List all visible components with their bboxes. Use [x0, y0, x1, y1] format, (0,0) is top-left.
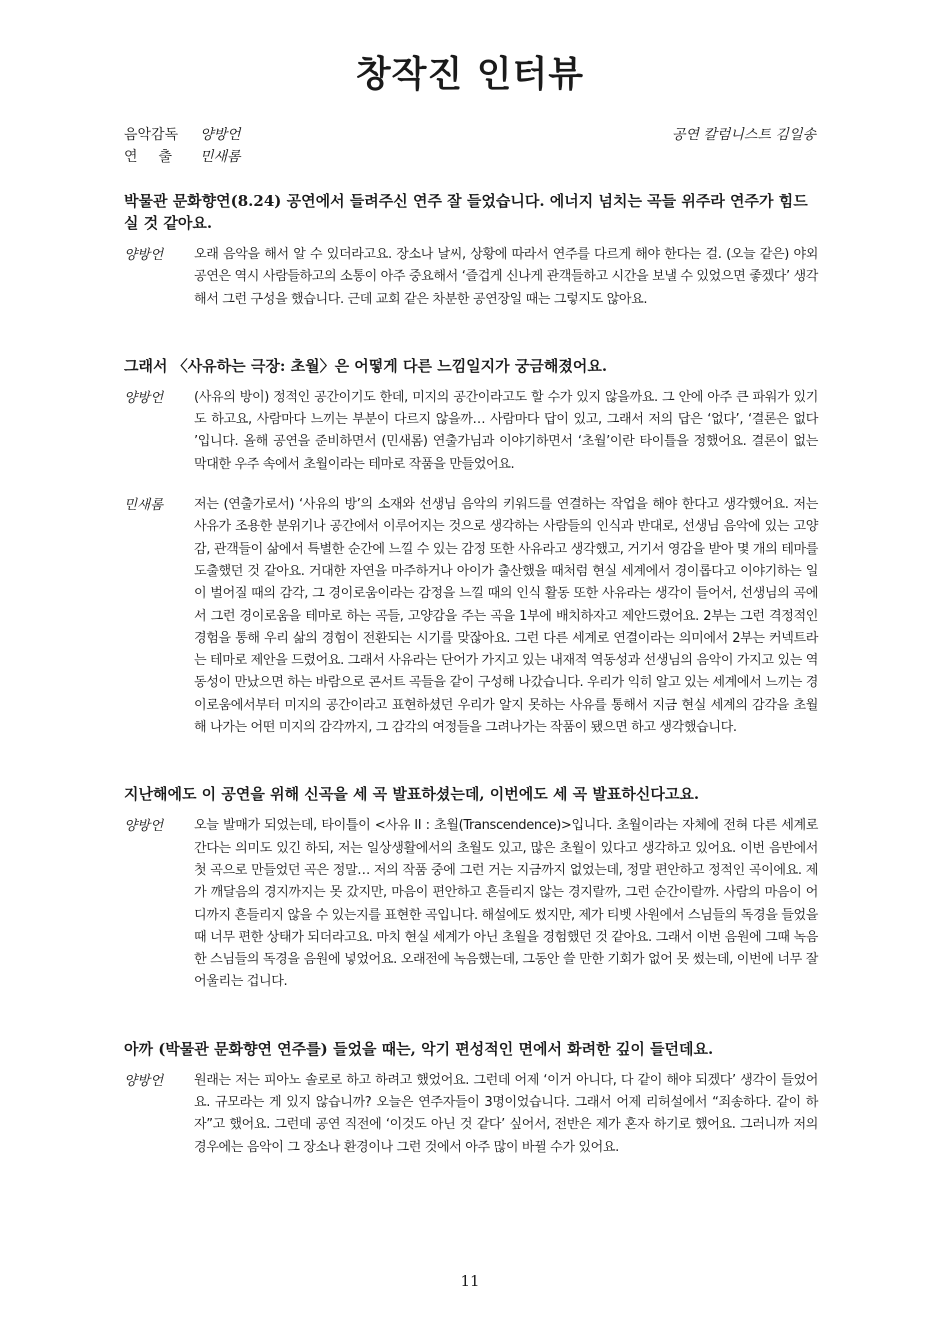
page-number: 11: [460, 1272, 480, 1290]
speaker-name: 양방언: [124, 247, 164, 263]
answer-text: 오래 음악을 해서 알 수 있더라고요. 장소나 날씨, 상황에 따라서 연주를 다르게 해야 한다는 걸. (오늘 같은) 야외 공연은 역시 사람들하고의 소통이 아주 중요해서 ‘즐겁게 신나게 관객들하고 시간을 보낼 수 있었으면 좋겠다’ 생각해서 그런 구성을 했습니다. 근데 교회 같은 차분한 공연장일 때는 그렇지도 않아요.: [194, 247, 818, 307]
interview-answer: [124, 494, 818, 739]
interview-answer: [124, 387, 818, 476]
answer-text: 저는 (연출가로서) ‘사유의 방’의 소재와 선생님 음악의 키워드를 연결하는 작업을 해야 한다고 생각했어요. 저는 사유가 조용한 분위기나 공간에서 이루어지는 것으로 생각하는 사람들의 인식과 반대로, 선생님 음악에 있는 고양감, 관객들이 삶에서 특별한 순간에 느낄 수 있는 감정 또한 사유라고 생각했고, 거기서 영감을 받아 몇 개의 테마를 도출했던 것 같아요. 거대한 자연을 마주하거나 아이가 출산했을 때처럼 현실 세계에서 경이롭다고 이야기하는 일이 벌어질 때의 감각, 그 경이로움이라는 감정을 느낄 때의 인식 활동 또한 사유라는 생각이 들어서, 선생님의 곡에서 그런 경이로움을 테마로 하는 곡들, 고양감을 주는 곡을 1부에 배치하자고 제안드렸어요. 2부는 그런 격정적인 경험을 통해 우리 삶의 경험이 전환되는 시기를 맞잖아요. 그런 다른 세계로 연결이라는 의미에서 2부는 커넥트라는 테마로 제안을 드렸어요. 그래서 사유라는 단어가 가지고 있는 내재적 역동성과 선생님의 음악이 가지고 있는 역동성이 만났으면 하는 바람으로 콘서트 곡들을 같이 구성해 나갔습니다. 우리가 익히 알고 있는 세계에서 느끼는 경이로움에서부터 미지의 공간이라고 표현하셨던 우리가 알지 못하는 사유를 통해서 지금 현실 세계의 감각을 초월해 나가는 어떤 미지의 감각까지, 그 감각의 여정들을 그려나가는 작품이 됐으면 하고 생각했습니다.: [194, 497, 818, 736]
interview-section: [124, 355, 818, 739]
speaker-name: 민새롬: [124, 497, 164, 514]
interview-section: [124, 1038, 818, 1159]
answer-text: (사유의 방이) 정적인 공간이기도 한데, 미지의 공간이라고도 할 수가 있지 않을까요. 그 안에 아주 큰 파워가 있기도 하고요, 사람마다 느끼는 부분이 다르지 않을까… 사람마다 답이 있고, 그래서 저의 답은 ‘없다’, ‘결론은 없다 ’입니다. 올해 공연을 준비하면서 (민새롬) 연출가님과 이야기하면서 ‘초월’이란 타이틀을 정했어요. 결론이 없는 막대한 우주 속에서 초월이라는 테마로 작품을 만들었어요.: [194, 389, 818, 472]
interview-body: [124, 190, 818, 1177]
credit-name: 양방언: [200, 127, 241, 143]
credits: [124, 124, 816, 168]
interview-question: 박물관 문화향연(8.24) 공연에서 들려주신 연주 잘 들었습니다. 에너지 넘치는 곡들 위주라 연주가 힘드실 것 같아요.: [124, 192, 808, 232]
speaker-name: 양방언: [124, 389, 164, 406]
credit-role: 연출: [124, 149, 194, 165]
interview-answer: [124, 1070, 818, 1159]
interview-question: 아까 (박물관 문화향연 연주를) 들었을 때는, 악기 편성적인 면에서 화려한 깊이 들던데요.: [124, 1039, 714, 1058]
credit-row-director: [124, 146, 816, 168]
interview-question: 지난해에도 이 공연을 위해 신곡을 세 곡 발표하셨는데, 이번에도 세 곡 발표하신다고요.: [124, 785, 700, 804]
columnist-credit: 공연 칼럼니스트 김일송: [671, 127, 816, 143]
interview-answer: [124, 244, 818, 311]
speaker-name: 양방언: [124, 1072, 164, 1089]
interview-question: 그래서 〈사유하는 극장: 초월〉은 어떻게 다른 느낌일지가 궁금해졌어요.: [124, 356, 608, 375]
answer-text: 오늘 발매가 되었는데, 타이틀이 <사유 II : 초월(Transcendence)>입니다. 초월이라는 자체에 전혀 다른 세계로 간다는 의미도 있긴 하되, 저는 일상생활에서의 초월도 있고, 많은 초월이 있다고 생각하고 있어요. 이번 음반에서 첫 곡으로 만들었던 곡은 정말… 저의 작품 중에 그런 거는 지금까지 없었는데, 정말 편안하고 정적인 곡이에요. 제가 깨달음의 경지까지는 못 갔지만, 마음이 편안하고 흔들리지 않는 경지랄까, 그런 순간이랄까. 사람의 마음이 어디까지 흔들리지 않을 수 있는지를 표현한 곡입니다. 해설에도 썼지만, 제가 티벳 사원에서 스님들의 독경을 들었을 때 너무 편한 상태가 되더라고요. 마치 현실 세계가 아닌 초월을 경험했던 것 같아요. 그래서 이번 음원에 그때 녹음한 스님들의 독경을 음원에 넣었어요. 오래전에 녹음했는데, 그동안 쓸 만한 기회가 없어 못 썼는데, 이번에 너무 잘 어울리는 겁니다.: [194, 818, 818, 990]
interview-section: [124, 783, 818, 993]
credit-role: 음악감독: [124, 127, 179, 143]
page-title: 창작진 인터뷰: [355, 54, 585, 95]
interview-answer: [124, 815, 818, 993]
credit-name: 민새롬: [200, 149, 241, 165]
interview-section: [124, 190, 818, 311]
speaker-name: 양방언: [124, 818, 164, 835]
answer-text: 원래는 저는 피아노 솔로로 하고 하려고 했었어요. 그런데 어제 ‘이거 아니다, 다 같이 해야 되겠다’ 생각이 들었어요. 규모라는 게 있지 않습니까? 오늘은 연주자들이 3명이었습니다. 그래서 어제 리허설에서 “죄송하다. 같이 하자”고 했어요. 그런데 공연 직전에 ‘이것도 아닌 것 같다’ 싶어서, 전반은 제가 혼자 하기로 했어요. 그러니까 저의 경우에는 음악이 그 장소나 환경이나 그런 것에서 아주 많이 바뀔 수가 있어요.: [194, 1072, 818, 1155]
